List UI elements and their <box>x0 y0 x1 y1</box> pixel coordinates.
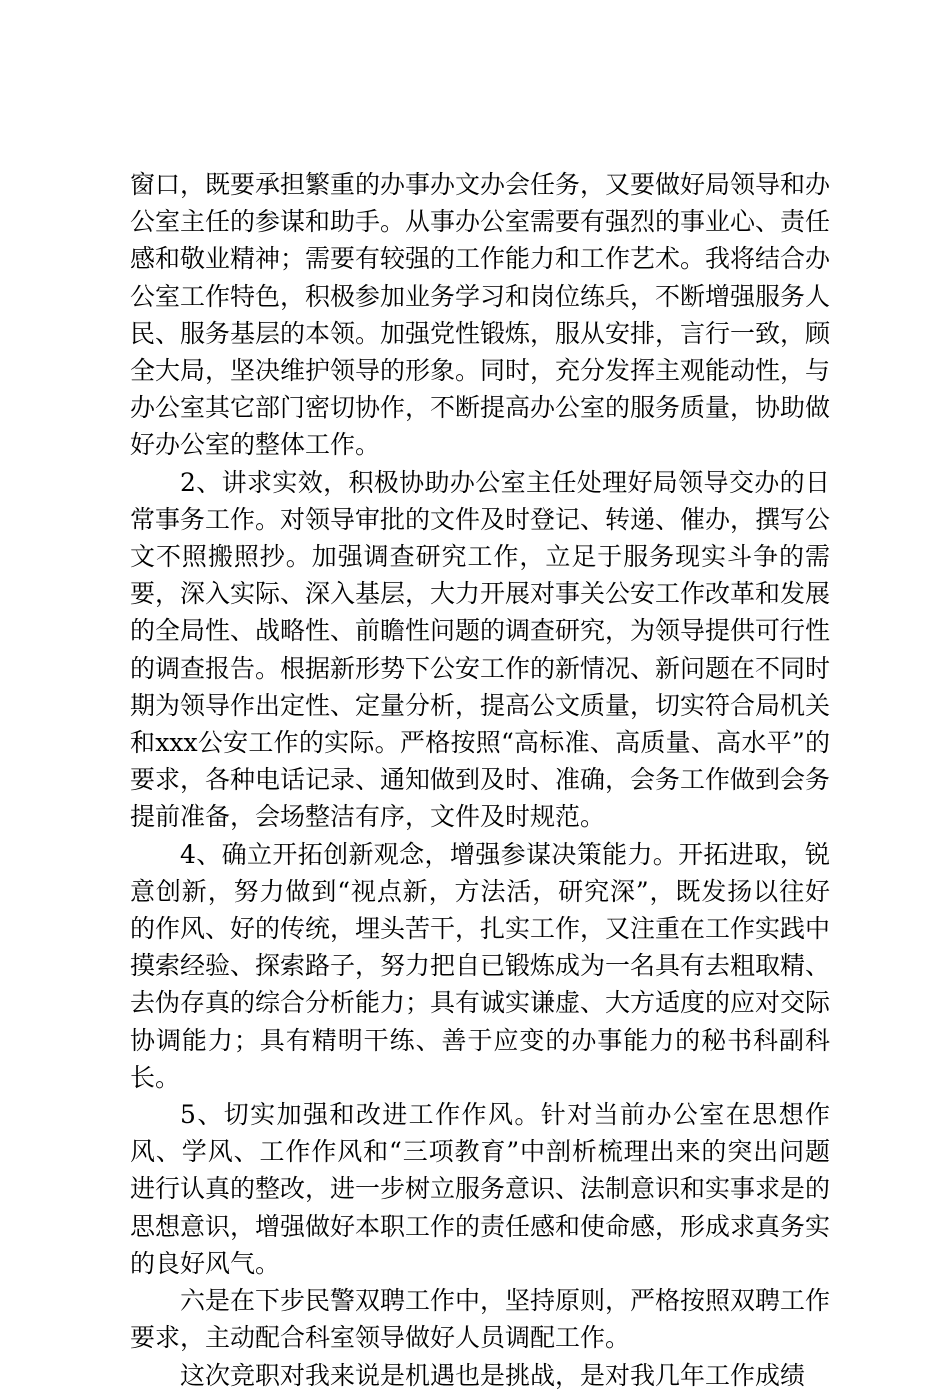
paragraph-item-5: 5、切实加强和改进工作作风。针对当前办公室在思想作风、学风、工作作风和“三项教育”中剖析梳理出来的突出问题进行认真的整改，进一步树立服务意识、法制意识和实事求是的思想意识，增强做好本职工作的责任感和使命感，形成求真务实的良好风气。 <box>130 1100 831 1278</box>
paragraph-item-2: 2、讲求实效，积极协助办公室主任处理好局领导交办的日常事务工作。对领导审批的文件及时登记、转递、催办，撰写公文不照搬照抄。加强调查研究工作，立足于服务现实斗争的需要，深入实际、深入基层，大力开展对事关公安工作改革和发展的全局性、战略性、前瞻性问题的调查研究，为领导提供可行性的调查报告。根据新形势下公安工作的新情况、新问题在不同时期为领导作出定性、定量分析，提高公文质量，切实符合局机关和xxx公安工作的实际。严格按照“高标准、高质量、高水平”的要求，各种电话记录、通知做到及时、准确，会务工作做到会务提前准备，会场整洁有序，文件及时规范。 <box>130 467 831 832</box>
paragraph-continuation: 窗口，既要承担繁重的办事办文办会任务，又要做好局领导和办公室主任的参谋和助手。从事办公室需要有强烈的事业心、责任感和敬业精神；需要有较强的工作能力和工作艺术。我将结合办公室工作特色，积极参加业务学习和岗位练兵，不断增强服务人民、服务基层的本领。加强党性锻炼，服从安排，言行一致，顾全大局，坚决维护领导的形象。同时，充分发挥主观能动性，与办公室其它部门密切协作，不断提高办公室的服务质量，协助做好办公室的整体工作。 <box>130 170 831 460</box>
paragraph-closing: 这次竞职对我来说是机遇也是挑战，是对我几年工作成绩 <box>180 1360 806 1390</box>
document-body <box>130 166 830 1394</box>
paragraph-item-4: 4、确立开拓创新观念，增强参谋决策能力。开拓进取，锐意创新，努力做到“视点新，方法活，研究深”，既发扬以往好的作风、好的传统，埋头苦干，扎实工作，又注重在工作实践中摸索经验、探索路子，努力把自已锻炼成为一名具有去粗取精、去伪存真的综合分析能力；具有诚实谦虚、大方适度的应对交际协调能力；具有精明干练、善于应变的办事能力的秘书科副科长。 <box>130 839 831 1092</box>
paragraph-item-6: 六是在下步民警双聘工作中，坚持原则，严格按照双聘工作要求，主动配合科室领导做好人员调配工作。 <box>130 1286 831 1353</box>
